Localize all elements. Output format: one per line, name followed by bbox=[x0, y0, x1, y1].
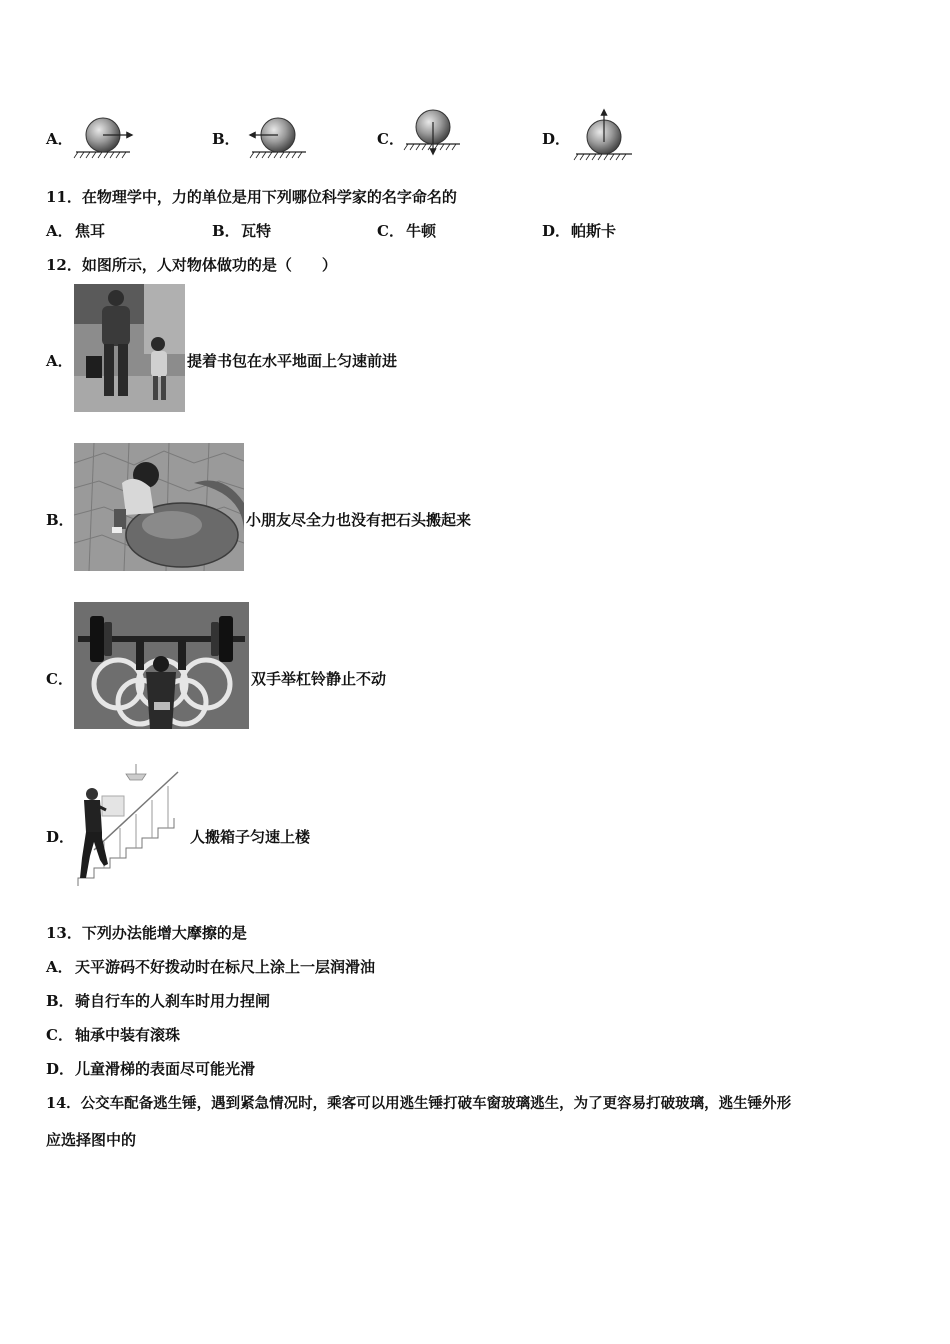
q12-stem: 12．如图所示，人对物体做功的是（ ） bbox=[46, 256, 337, 274]
q12-option-d-letter: D． bbox=[46, 828, 75, 846]
q11-stem: 11．在物理学中，力的单位是用下列哪位科学家的名字命名的 bbox=[46, 188, 457, 206]
q12-option-b-text: 小朋友尽全力也没有把石头搬起来 bbox=[246, 511, 472, 529]
q13-option-d-letter: D． bbox=[46, 1060, 75, 1078]
q13-stem: 13．下列办法能增大摩擦的是 bbox=[46, 924, 247, 942]
q11-option-b-letter: B． bbox=[212, 222, 240, 240]
q11-option-a-letter: A． bbox=[46, 222, 73, 240]
q13-option-b-text: 骑自行车的人刹车时用力捏闸 bbox=[75, 992, 271, 1010]
q11-option-a-text: 焦耳 bbox=[75, 222, 106, 240]
q10-option-d-letter: D． bbox=[542, 130, 571, 148]
q11-option-d-text: 帕斯卡 bbox=[571, 222, 617, 240]
q11-option-c-text: 牛顿 bbox=[406, 222, 437, 240]
q11-option-b-text: 瓦特 bbox=[241, 222, 272, 240]
q13-option-a-letter: A． bbox=[46, 958, 73, 976]
father-child-walking-photo bbox=[74, 284, 185, 412]
man-carrying-box-upstairs-drawing bbox=[74, 760, 184, 888]
q11-option-c-letter: C． bbox=[377, 222, 404, 240]
q10-option-a-letter: A． bbox=[46, 130, 73, 148]
q14-stem-line1: 14．公交车配备逃生锤，遇到紧急情况时，乘客可以用逃生锤打破车窗玻璃逃生，为了更容易打破玻璃，逃生锤外形 bbox=[46, 1095, 792, 1112]
q13-option-d-text: 儿童滑梯的表面尽可能光滑 bbox=[75, 1060, 256, 1078]
ball-force-down-diagram bbox=[404, 108, 462, 158]
q13-option-c-text: 轴承中装有滚珠 bbox=[75, 1026, 181, 1044]
q14-stem-line2: 应选择图中的 bbox=[46, 1131, 137, 1149]
q12-option-a-letter: A． bbox=[46, 352, 73, 370]
q12-option-b-letter: B． bbox=[46, 511, 74, 529]
child-pushing-rock-photo bbox=[74, 443, 244, 571]
weightlifter-photo bbox=[74, 602, 249, 729]
q10-option-b-letter: B． bbox=[212, 130, 240, 148]
ball-force-left-diagram bbox=[248, 112, 308, 160]
q11-option-d-letter: D． bbox=[542, 222, 571, 240]
q13-option-b-letter: B． bbox=[46, 992, 74, 1010]
ball-force-right-diagram bbox=[74, 112, 136, 160]
q12-option-c-text: 双手举杠铃静止不动 bbox=[251, 670, 387, 688]
q13-option-c-letter: C． bbox=[46, 1026, 73, 1044]
ball-force-up-diagram bbox=[574, 106, 634, 160]
q12-option-a-text: 提着书包在水平地面上匀速前进 bbox=[187, 352, 398, 370]
q12-option-c-letter: C． bbox=[46, 670, 73, 688]
q13-option-a-text: 天平游码不好拨动时在标尺上涂上一层润滑油 bbox=[75, 958, 376, 976]
q12-option-d-text: 人搬箱子匀速上楼 bbox=[190, 828, 311, 846]
q10-option-c-letter: C． bbox=[377, 130, 404, 148]
